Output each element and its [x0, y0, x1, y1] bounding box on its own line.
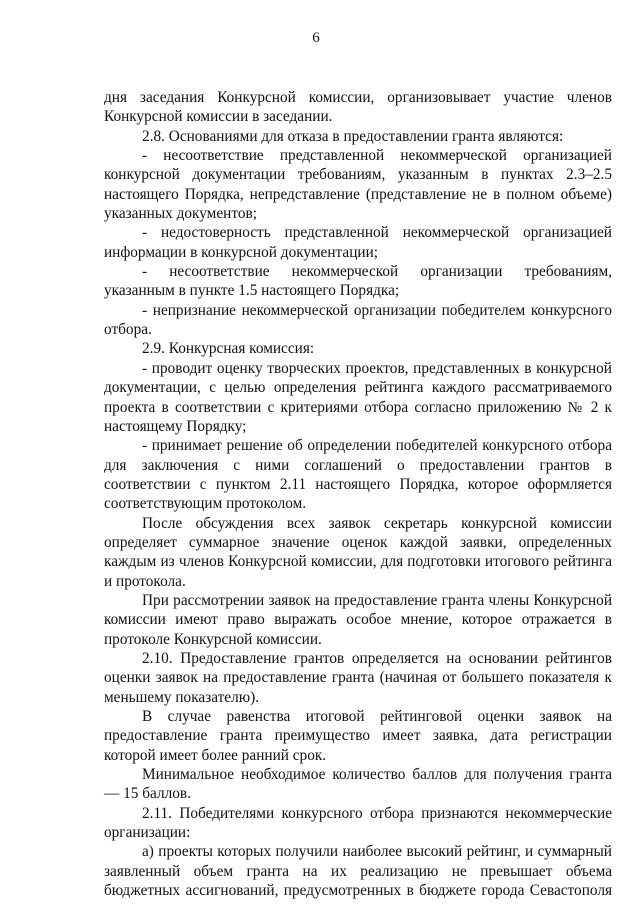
paragraph-refusal-ground-4: - непризнание некоммерческой организации победителем конкурсного отбора.	[104, 301, 612, 339]
paragraph-refusal-ground-3: - несоответствие некоммерческой организации требованиям, указанным в пункте 1.5 настоящего Порядка;	[104, 263, 612, 300]
paragraph-commission-duty-2: - принимает решение об определении победителей конкурсного отбора для заключения с ними соглашений о предоставлении грантов в соответствии с пунктом 2.11 настоящего Порядка, которое оформляется соответствующим протоколом.	[104, 437, 612, 513]
paragraph-special-opinion: При рассмотрении заявок на предоставление гранта члены Конкурсной комиссии имеют право выражать особое мнение, которое отражается в протоколе Конкурсной комиссии.	[104, 591, 612, 648]
paragraph-commission-duty-1: - проводит оценку творческих проектов, представленных в конкурсной документации, с целью определения рейтинга каждого рассматриваемого проекта в соответствии с критериями отбора согласно приложению № 2 к настоящему Порядку;	[104, 359, 612, 435]
paragraph-2-9-heading: 2.9. Конкурсная комиссия:	[142, 340, 315, 358]
paragraph-refusal-ground-2: - недостоверность представленной некоммерческой организацией информации в конкурсной документации;	[104, 224, 612, 261]
paragraph-tie-break: В случае равенства итоговой рейтинговой оценки заявок на предоставление гранта преимущество имеет заявка, дата регистрации которой имеет более ранний срок.	[104, 708, 612, 764]
paragraph-2-8-heading: 2.8. Основаниями для отказа в предоставлении гранта являются:	[142, 127, 564, 145]
paragraph-secretary-summary: После обсуждения всех заявок секретарь конкурсной комиссии определяет суммарное значение оценок каждой заявки, определенных каждым из членов Конкурсной комиссии, для подготовки итогового рейтинга и протокола.	[104, 514, 612, 590]
paragraph-continuation: дня заседания Конкурсной комиссии, организовывает участие членов Конкурсной комиссии в заседании.	[104, 89, 612, 126]
page-number: 6	[312, 30, 320, 46]
paragraph-refusal-ground-1: - несоответствие представленной некоммерческой организацией конкурсной документации требованиям, указанным в пунктах 2.3–2.5 настоящего Порядка, непредставление (представление не в полном объеме) указанных документов;	[104, 147, 612, 223]
paragraph-2-11-a: а) проекты которых получили наиболее высокий рейтинг, и суммарный заявленный объем гранта на их реализацию не превышает объема бюджетных ассигнований, предусмотренных в бюджете города Севастополя	[104, 843, 612, 900]
paragraph-minimum-score: Минимальное необходимое количество баллов для получения гранта — 15 баллов.	[104, 766, 612, 803]
paragraph-2-11-heading: 2.11. Победителями конкурсного отбора признаются некоммерческие организации:	[104, 804, 612, 842]
paragraph-2-10: 2.10. Предоставление грантов определяется на основании рейтингов оценки заявок на предоставление гранта (начиная от большего показателя к меньшему показателю).	[104, 649, 612, 706]
document-body	[104, 88, 612, 900]
